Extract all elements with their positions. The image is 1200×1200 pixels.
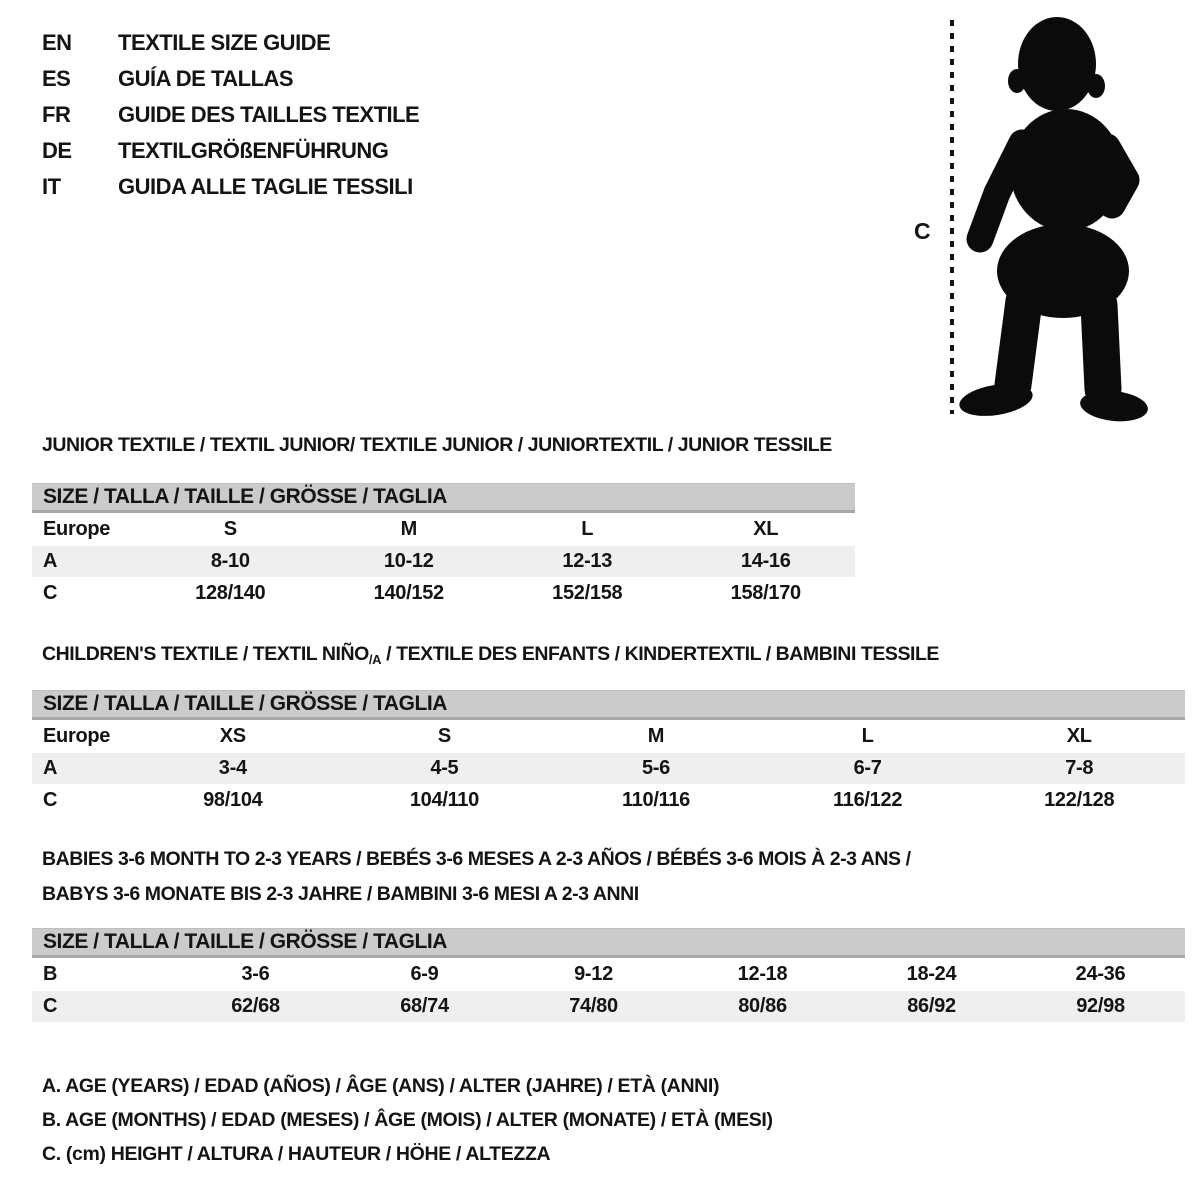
- table-row-age: [32, 546, 855, 577]
- height-cell: 98/104: [203, 789, 263, 811]
- age-cell: 6-7: [853, 757, 882, 779]
- height-cell: 86/92: [907, 995, 956, 1017]
- toddler-silhouette-icon: [900, 8, 1162, 426]
- row-label: Europe: [43, 518, 111, 540]
- height-cell: 74/80: [569, 995, 618, 1017]
- size-cell: L: [861, 725, 874, 747]
- language-code: FR: [42, 102, 71, 127]
- row-label: C: [43, 789, 58, 811]
- height-cell: 92/98: [1076, 995, 1125, 1017]
- junior-size-header: SIZE / TALLA / TAILLE / GRÖSSE / TAGLIA: [32, 483, 855, 513]
- height-cell: 140/152: [373, 582, 444, 604]
- age-cell: 5-6: [641, 757, 670, 779]
- measurement-legend: [42, 1069, 773, 1171]
- language-code: DE: [42, 138, 72, 163]
- legend-item-b: B. AGE (MONTHS) / EDAD (MESES) / ÂGE (MOIS) / ALTER (MONATE) / ETÀ (MESI): [42, 1109, 773, 1131]
- language-code: EN: [42, 30, 72, 55]
- age-cell: 4-5: [430, 757, 459, 779]
- height-cell: 62/68: [231, 995, 280, 1017]
- row-label: C: [43, 582, 58, 604]
- babies-section-heading-line2: BABYS 3-6 MONATE BIS 2-3 JAHRE / BAMBINI 3-6 MESI A 2-3 ANNI: [42, 883, 639, 905]
- age-cell: 12-18: [737, 963, 788, 985]
- size-cell: S: [223, 518, 237, 540]
- table-row-age: [32, 753, 1185, 784]
- height-cell: 80/86: [738, 995, 787, 1017]
- language-row-en: [42, 25, 419, 61]
- children-size-header: SIZE / TALLA / TAILLE / GRÖSSE / TAGLIA: [32, 690, 1185, 720]
- age-cell: 18-24: [906, 963, 957, 985]
- language-row-fr: [42, 97, 419, 133]
- height-cell: 110/116: [621, 789, 690, 811]
- junior-section-heading: JUNIOR TEXTILE / TEXTIL JUNIOR/ TEXTILE JUNIOR / JUNIORTEXTIL / JUNIOR TESSILE: [42, 434, 832, 456]
- height-measure-label: C: [914, 218, 931, 244]
- language-title: TEXTILE SIZE GUIDE: [118, 30, 331, 55]
- language-row-it: [42, 169, 419, 205]
- babies-size-header: SIZE / TALLA / TAILLE / GRÖSSE / TAGLIA: [32, 928, 1185, 958]
- age-cell: 8-10: [210, 550, 250, 572]
- table-row-height: [32, 785, 1185, 816]
- age-cell: 14-16: [740, 550, 791, 572]
- size-cell: XL: [1066, 725, 1092, 747]
- table-row-height: [32, 578, 855, 609]
- height-cell: 128/140: [195, 582, 266, 604]
- age-cell: 10-12: [383, 550, 434, 572]
- height-cell: 158/170: [730, 582, 801, 604]
- toddler-silhouette: [957, 17, 1149, 424]
- language-row-es: [42, 61, 419, 97]
- language-code: IT: [42, 174, 61, 199]
- legend-item-a: A. AGE (YEARS) / EDAD (AÑOS) / ÂGE (ANS) / ALTER (JAHRE) / ETÀ (ANNI): [42, 1075, 720, 1097]
- babies-section-heading-line1: BABIES 3-6 MONTH TO 2-3 YEARS / BEBÉS 3-6 MESES A 2-3 AÑOS / BÉBÉS 3-6 MOIS À 2-3 ANS /: [42, 848, 911, 870]
- children-heading-text: CHILDREN'S TEXTILE / TEXTIL NIÑO: [42, 643, 369, 665]
- age-cell: 6-9: [410, 963, 439, 985]
- children-section-heading: [42, 643, 939, 667]
- height-cell: 122/128: [1044, 789, 1115, 811]
- age-cell: 3-4: [218, 757, 247, 779]
- size-cell: XL: [753, 518, 779, 540]
- size-cell: M: [400, 518, 417, 540]
- height-cell: 104/110: [409, 789, 479, 811]
- height-cell: 152/158: [552, 582, 623, 604]
- size-cell: M: [647, 725, 665, 747]
- age-cell: 7-8: [1065, 757, 1094, 779]
- babies-size-table: [32, 928, 1185, 1022]
- size-cell: XS: [219, 725, 246, 747]
- language-title-list: [42, 25, 419, 205]
- height-figure: [900, 8, 1162, 426]
- age-cell: 3-6: [241, 963, 270, 985]
- language-title: TEXTILGRÖßENFÜHRUNG: [118, 138, 389, 163]
- row-label: A: [43, 757, 58, 779]
- children-size-table: [32, 690, 1185, 816]
- children-heading-text: / TEXTILE DES ENFANTS / KINDERTEXTIL / BAMBINI TESSILE: [381, 643, 939, 665]
- table-row-europe: [32, 721, 1185, 752]
- row-label: A: [43, 550, 58, 572]
- children-heading-subscript: /A: [368, 652, 382, 667]
- table-row-europe: [32, 514, 855, 545]
- table-row-age-months: [32, 959, 1185, 990]
- junior-size-table: [32, 483, 855, 609]
- size-cell: L: [581, 518, 594, 540]
- language-row-de: [42, 133, 419, 169]
- language-title: GUIDA ALLE TAGLIE TESSILI: [118, 174, 413, 199]
- language-title: GUÍA DE TALLAS: [118, 66, 294, 91]
- row-label: B: [43, 963, 58, 985]
- size-cell: S: [437, 725, 451, 747]
- age-cell: 9-12: [574, 963, 613, 985]
- row-label: C: [43, 995, 58, 1017]
- height-cell: 116/122: [833, 789, 903, 811]
- age-cell: 12-13: [562, 550, 613, 572]
- language-title: GUIDE DES TAILLES TEXTILE: [118, 102, 420, 127]
- legend-item-c: C. (cm) HEIGHT / ALTURA / HAUTEUR / HÖHE / ALTEZZA: [42, 1143, 551, 1165]
- height-cell: 68/74: [400, 995, 449, 1017]
- language-code: ES: [42, 66, 71, 91]
- table-row-height: [32, 991, 1185, 1022]
- row-label: Europe: [43, 725, 111, 747]
- age-cell: 24-36: [1075, 963, 1126, 985]
